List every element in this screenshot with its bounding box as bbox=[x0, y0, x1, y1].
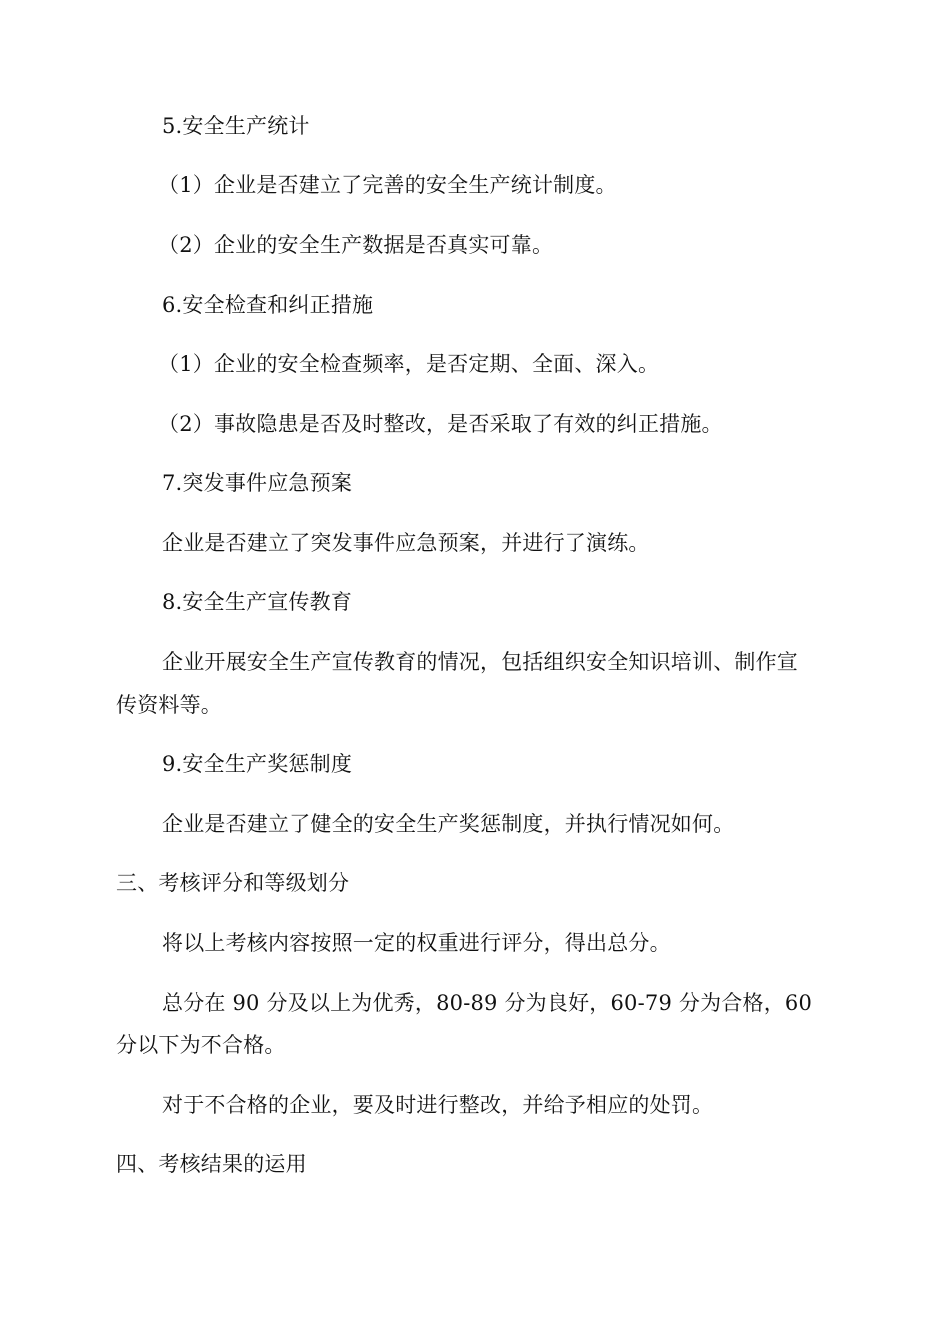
section-heading-statistics: 5.安全生产统计 bbox=[162, 114, 310, 138]
paragraph-scoring-2-line2: 分以下为不合格。 bbox=[116, 1033, 286, 1057]
paragraph-scoring-1: 将以上考核内容按照一定的权重进行评分，得出总分。 bbox=[162, 931, 671, 955]
section-heading-emergency: 7.突发事件应急预案 bbox=[162, 471, 353, 495]
section-heading-education: 8.安全生产宣传教育 bbox=[162, 590, 353, 614]
paragraph-education-line2: 传资料等。 bbox=[116, 693, 222, 717]
paragraph-rewards: 企业是否建立了健全的安全生产奖惩制度，并执行情况如何。 bbox=[162, 812, 735, 836]
paragraph-statistics-1: （1）企业是否建立了完善的安全生产统计制度。 bbox=[158, 173, 617, 197]
chapter-heading-scoring: 三、考核评分和等级划分 bbox=[116, 871, 350, 895]
paragraph-scoring-3: 对于不合格的企业，要及时进行整改，并给予相应的处罚。 bbox=[162, 1093, 714, 1117]
paragraph-education-line1: 企业开展安全生产宣传教育的情况，包括组织安全知识培训、制作宣 bbox=[162, 650, 798, 674]
paragraph-scoring-2-line1: 总分在 90 分及以上为优秀，80-89 分为良好，60-79 分为合格，60 bbox=[162, 991, 813, 1015]
paragraph-inspection-2: （2）事故隐患是否及时整改，是否采取了有效的纠正措施。 bbox=[158, 412, 723, 436]
paragraph-emergency: 企业是否建立了突发事件应急预案，并进行了演练。 bbox=[162, 531, 650, 555]
section-heading-rewards: 9.安全生产奖惩制度 bbox=[162, 752, 353, 776]
paragraph-inspection-1: （1）企业的安全检查频率，是否定期、全面、深入。 bbox=[158, 352, 660, 376]
paragraph-statistics-2: （2）企业的安全生产数据是否真实可靠。 bbox=[158, 233, 554, 257]
section-heading-inspection: 6.安全检查和纠正措施 bbox=[162, 293, 374, 317]
chapter-heading-results: 四、考核结果的运用 bbox=[116, 1152, 307, 1176]
